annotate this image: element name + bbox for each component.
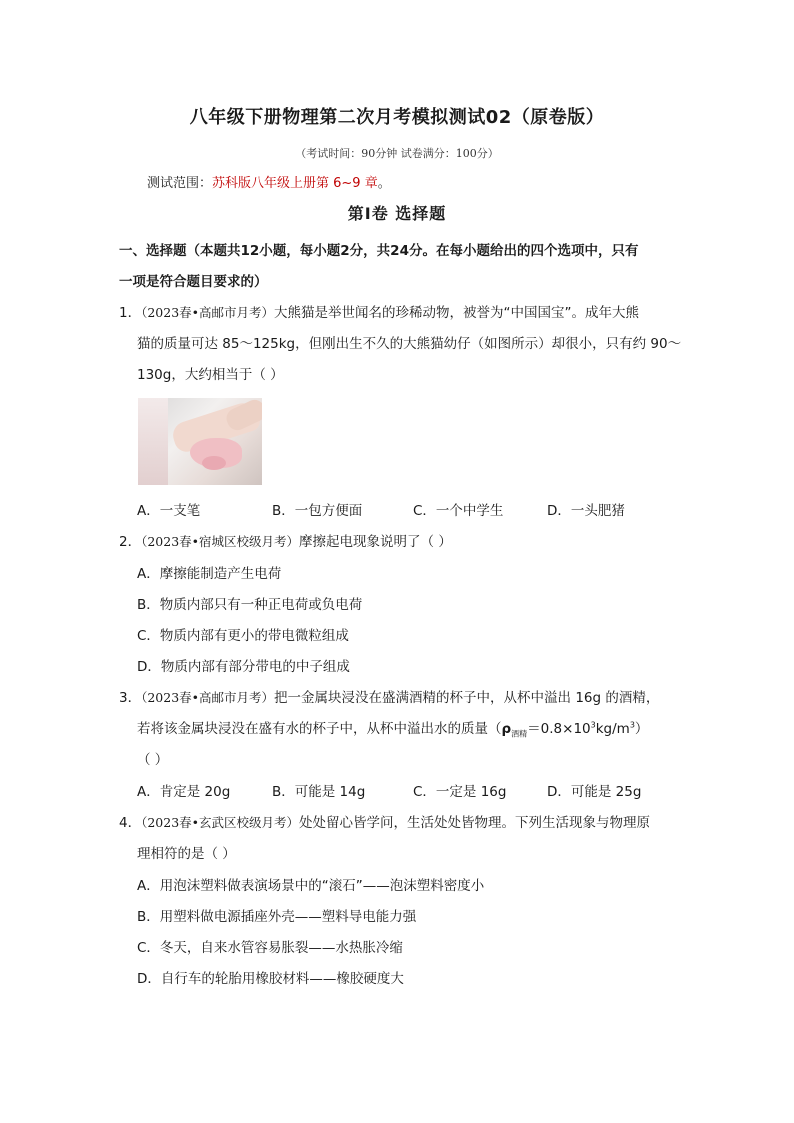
q4-option-d[interactable]: D．自行车的轮胎用橡胶材料——橡胶硬度大	[137, 971, 404, 987]
q2-option-b[interactable]: B．物质内部只有一种正电荷或负电荷	[137, 597, 363, 613]
question-1	[119, 303, 639, 323]
q4-option-a[interactable]: A．用泡沫塑料做表演场景中的“滚石”——泡沫塑料密度小	[137, 878, 485, 894]
exam-info: （考试时间：90分钟 试卷满分：100分）	[295, 147, 499, 160]
scope-value: 苏科版八年级上册第 6~9 章	[212, 176, 378, 191]
q1-option-c[interactable]: C．一个中学生	[413, 503, 504, 519]
q2-option-c[interactable]: C．物质内部有更小的带电微粒组成	[137, 628, 349, 644]
q3-option-c[interactable]: C．一定是 16g	[413, 784, 507, 800]
question-number: 3．	[119, 690, 142, 706]
q1-option-b[interactable]: B．一包方便面	[272, 503, 363, 519]
question-4-line2: 理相符的是（ ）	[137, 846, 236, 862]
part-instructions-line2: 一项是符合题目要求的）	[119, 274, 268, 290]
question-3-line3: （ ）	[137, 752, 169, 768]
question-text: 摩擦起电现象说明了（ ）	[299, 534, 452, 550]
question-text: 大熊猫是举世闻名的珍稀动物，被誉为“中国国宝”。成年大熊	[274, 305, 640, 321]
density-symbol: ρ	[501, 721, 512, 737]
question-source: （2023春•玄武区校级月考）	[141, 815, 300, 830]
q4-option-b[interactable]: B．用塑料做电源插座外壳——塑料导电能力强	[137, 909, 417, 925]
question-1-line3: 130g，大约相当于（ ）	[137, 367, 284, 383]
panda-cub-photo	[138, 398, 262, 485]
q2-option-d[interactable]: D．物质内部有部分带电的中子组成	[137, 659, 350, 675]
scope-end: 。	[377, 176, 391, 191]
q3-option-b[interactable]: B．可能是 14g	[272, 784, 366, 800]
question-3-line2: 若将该金属块浸没在盛有水的杯子中，从杯中溢出水的质量$(\rho_{酒精}=0.8\times 10^3kg/m^3)$	[137, 720, 649, 739]
question-3	[119, 688, 659, 708]
question-4	[119, 813, 650, 833]
question-text: 把一金属块浸没在盛满酒精的杯子中，从杯中溢出 16g 的酒精，	[274, 690, 660, 706]
scope-label: 测试范围：	[147, 176, 213, 191]
question-source: （2023春•高邮市月考）	[141, 305, 275, 320]
q4-option-c[interactable]: C．冬天，自来水管容易胀裂——水热胀冷缩	[137, 940, 403, 956]
question-text: 处处留心皆学问，生活处处皆物理。下列生活现象与物理原	[299, 815, 651, 831]
question-number: 4．	[119, 815, 142, 831]
page-title: 八年级下册物理第二次月考模拟测试02（原卷版）	[189, 107, 605, 128]
question-2	[119, 532, 452, 552]
question-source: （2023春•宿城区校级月考）	[141, 534, 300, 549]
q1-option-d[interactable]: D．一头肥猪	[547, 503, 625, 519]
question-1-line2: 猫的质量可达 85～125kg，但刚出生不久的大熊猫幼仔（如图所示）却很小，只有约 90～	[137, 336, 682, 352]
q1-option-a[interactable]: A．一支笔	[137, 503, 201, 519]
q3-option-d[interactable]: D．可能是 25g	[547, 784, 642, 800]
q2-option-a[interactable]: A．摩擦能制造产生电荷	[137, 566, 282, 582]
question-number: 1．	[119, 305, 142, 321]
test-scope	[147, 172, 391, 191]
question-source: （2023春•高邮市月考）	[141, 690, 275, 705]
section-title: 第Ⅰ卷 选择题	[347, 204, 447, 223]
question-number: 2．	[119, 534, 142, 550]
q3-option-a[interactable]: A．肯定是 20g	[137, 784, 231, 800]
part-instructions-line1: 一、选择题（本题共12小题，每小题2分，共24分。在每小题给出的四个选项中，只有	[119, 243, 639, 259]
